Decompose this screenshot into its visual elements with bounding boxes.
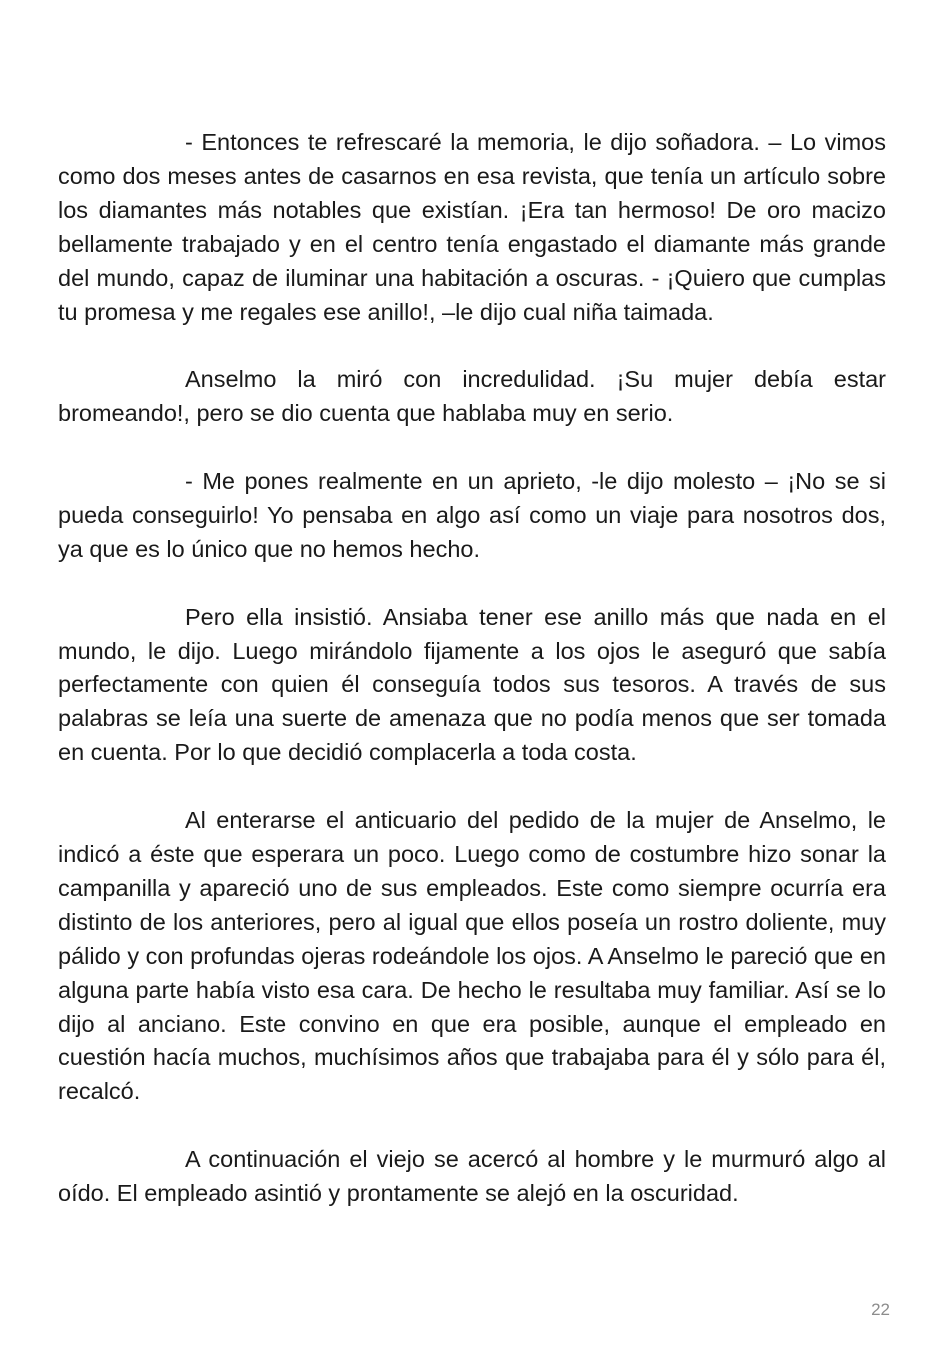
paragraph-3: - Me pones realmente en un aprieto, -le dijo molesto – ¡No se si pueda conseguirlo! Yo pensaba en algo así como un viaje para nosotros dos, ya que es lo único que no hemos hecho.: [58, 468, 886, 562]
paragraph-2: Anselmo la miró con incredulidad. ¡Su mujer debía estar bromeando!, pero se dio cuenta que hablaba muy en serio.: [58, 366, 886, 427]
paragraph-6: A continuación el viejo se acercó al hombre y le murmuró algo al oído. El empleado asintió y prontamente se alejó en la oscuridad.: [58, 1146, 886, 1207]
page-number: 22: [871, 1300, 890, 1319]
paragraph-5: Al enterarse el anticuario del pedido de la mujer de Anselmo, le indicó a éste que esperara un poco. Luego como de costumbre hizo sonar la campanilla y apareció uno de sus empleados. Este como siempre ocurría era distinto de los anteriores, pero al igual que ellos poseía un rostro doliente, muy pálido y con profundas ojeras rodeándole los ojos. A Anselmo le pareció que en alguna parte había visto esa cara. De hecho le resultaba muy familiar. Así se lo dijo al anciano. Este convino en que era posible, aunque el empleado en cuestión hacía muchos, muchísimos años que trabajaba para él y sólo para él, recalcó.: [58, 807, 886, 1105]
paragraph-4: Pero ella insistió. Ansiaba tener ese anillo más que nada en el mundo, le dijo. Luego mirándolo fijamente a los ojos le aseguró que sabía perfectamente con quien él conseguía todos sus tesoros. A través de sus palabras se leía una suerte de amenaza que no podía menos que ser tomada en cuenta. Por lo que decidió complacerla a toda costa.: [58, 603, 886, 766]
paragraph-1: - Entonces te refrescaré la memoria, le dijo soñadora. – Lo vimos como dos meses antes de casarnos en esa revista, que tenía un artículo sobre los diamantes más notables que existían. ¡Era tan hermoso! De oro macizo bellamente trabajado y en el centro tenía engastado el diamante más grande del mundo, capaz de iluminar una habitación a oscuras. - ¡Quiero que cumplas tu promesa y me regales ese anillo!, –le dijo cual niña taimada.: [58, 129, 886, 325]
body-text: [58, 126, 886, 1211]
